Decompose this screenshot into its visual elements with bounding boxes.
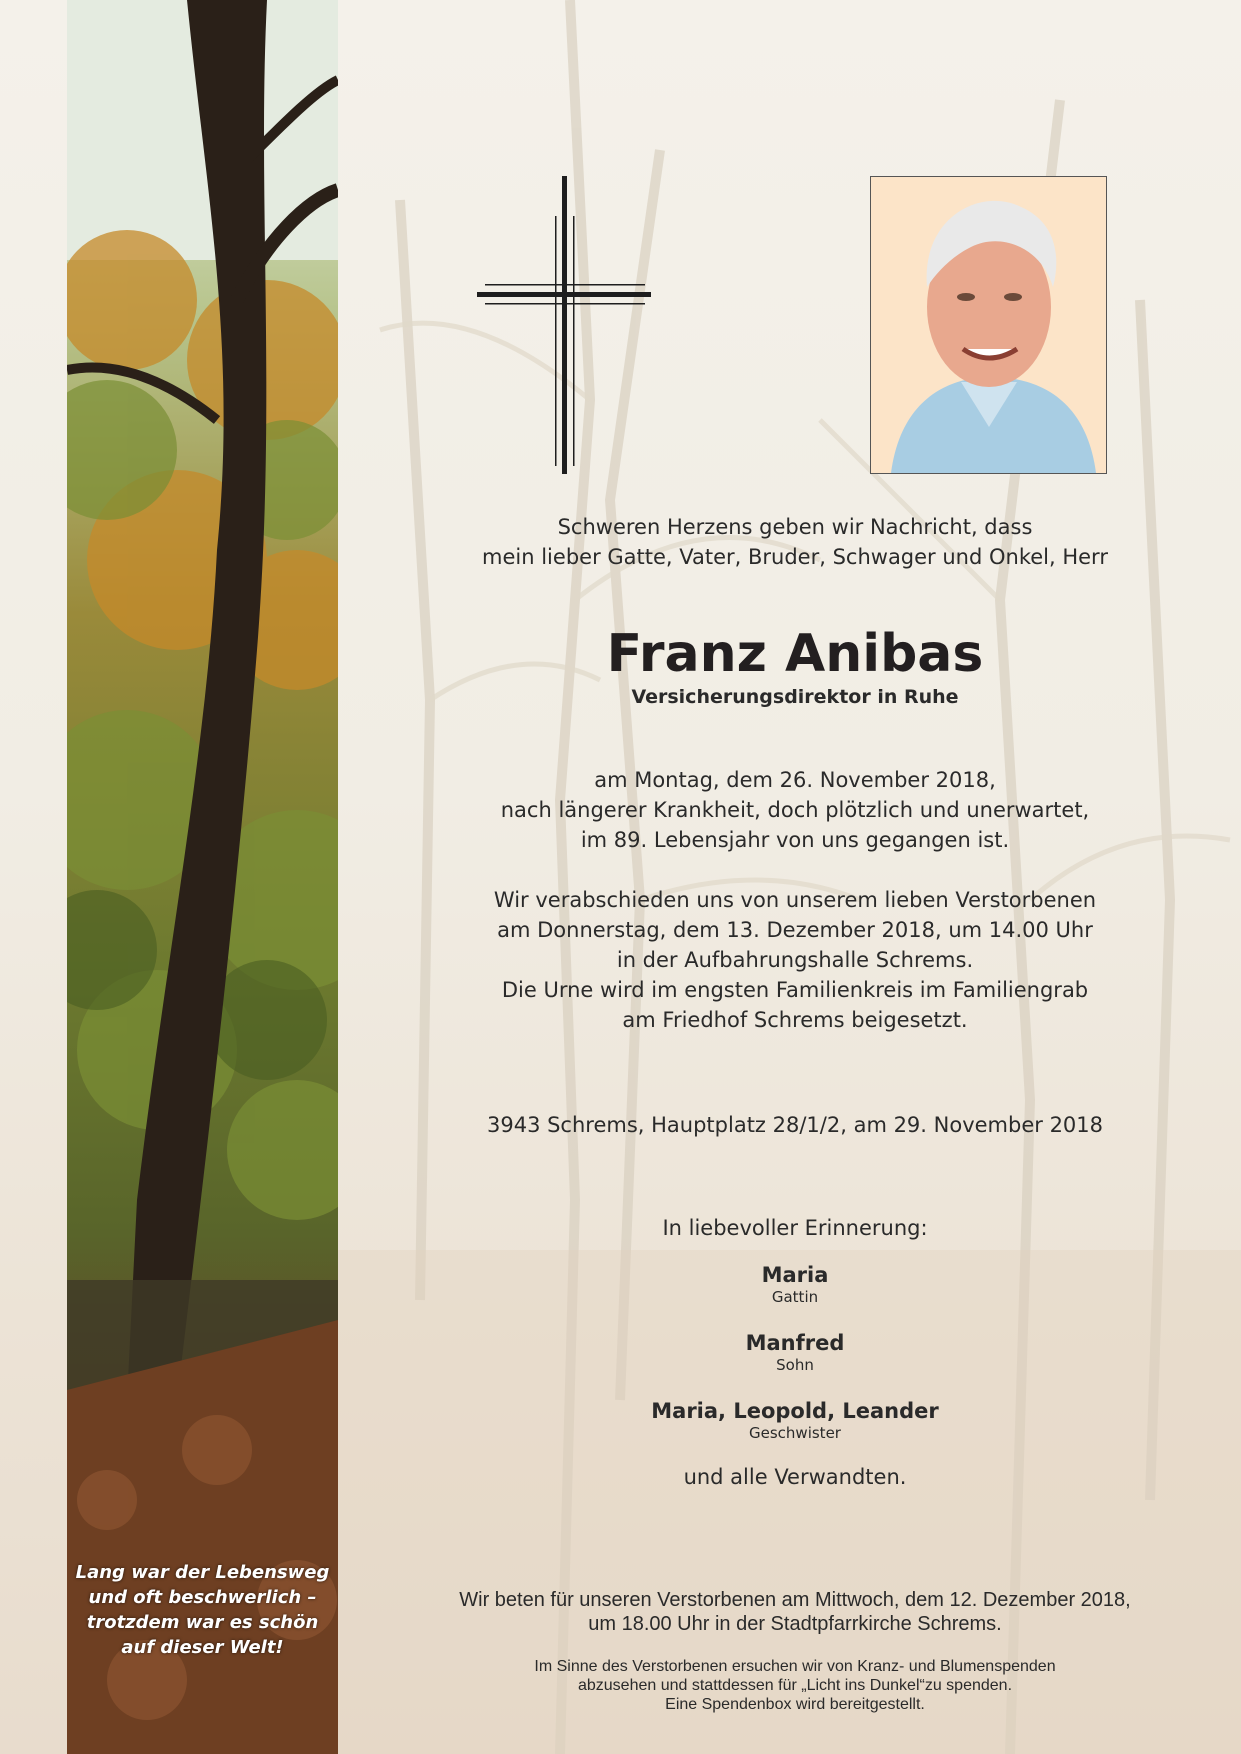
forest-photo-strip <box>67 0 338 1754</box>
intro-text: Schweren Herzens geben wir Nachricht, dass mein lieber Gatte, Vater, Bruder, Schwager und Onkel, Herr <box>482 515 1108 569</box>
donation-note: Im Sinne des Verstorbenen ersuchen wir von Kranz- und Blumenspenden abzusehen und stattdessen für „Licht ins Dunkel“zu spenden. Eine Spendenbox wird bereitgestellt. <box>534 1658 1056 1713</box>
death-paragraph: am Montag, dem 26. November 2018, nach längerer Krankheit, doch plötzlich und unerwartet, im 89. Lebensjahr von uns gegangen ist. <box>500 768 1090 852</box>
relatives-line: und alle Verwandten. <box>683 1465 907 1489</box>
portrait-photo <box>870 176 1107 474</box>
mourner-name: Manfred <box>745 1331 845 1355</box>
deceased-title: Versicherungsdirektor in Ruhe <box>631 686 959 708</box>
mourner-entry <box>410 1398 1180 1442</box>
mourner-relation: Gattin <box>771 1288 819 1306</box>
mourner-relation: Geschwister <box>749 1424 841 1442</box>
mourner-entry <box>410 1262 1180 1306</box>
farewell-paragraph: Wir verabschieden uns von unserem lieben Verstorbenen am Donnerstag, dem 13. Dezember 2018, um 14.00 Uhr in der Aufbahrungshalle Schrems. Die Urne wird im engsten Familienkreis im Familiengrab am Friedhof Schrems beigesetzt. <box>493 888 1097 1032</box>
deceased-name: Franz Anibas <box>606 624 984 684</box>
memory-heading: In liebevoller Erinnerung: <box>662 1216 928 1240</box>
mourner-name: Maria, Leopold, Leander <box>651 1399 939 1423</box>
sidebar-quote: Lang war der Lebensweg und oft beschwerlich – trotzdem war es schön auf dieser Welt! <box>75 1562 330 1658</box>
prayer-announcement: Wir beten für unseren Verstorbenen am Mittwoch, dem 12. Dezember 2018, um 18.00 Uhr in der Stadtpfarrkirche Schrems. <box>459 1589 1131 1635</box>
mourner-name: Maria <box>761 1263 829 1287</box>
mourner-entry <box>410 1330 1180 1374</box>
cross-icon <box>475 176 655 474</box>
place-date-line: 3943 Schrems, Hauptplatz 28/1/2, am 29. November 2018 <box>486 1113 1104 1137</box>
mourner-relation: Sohn <box>776 1356 814 1374</box>
forest-tree-illustration <box>67 0 338 1754</box>
